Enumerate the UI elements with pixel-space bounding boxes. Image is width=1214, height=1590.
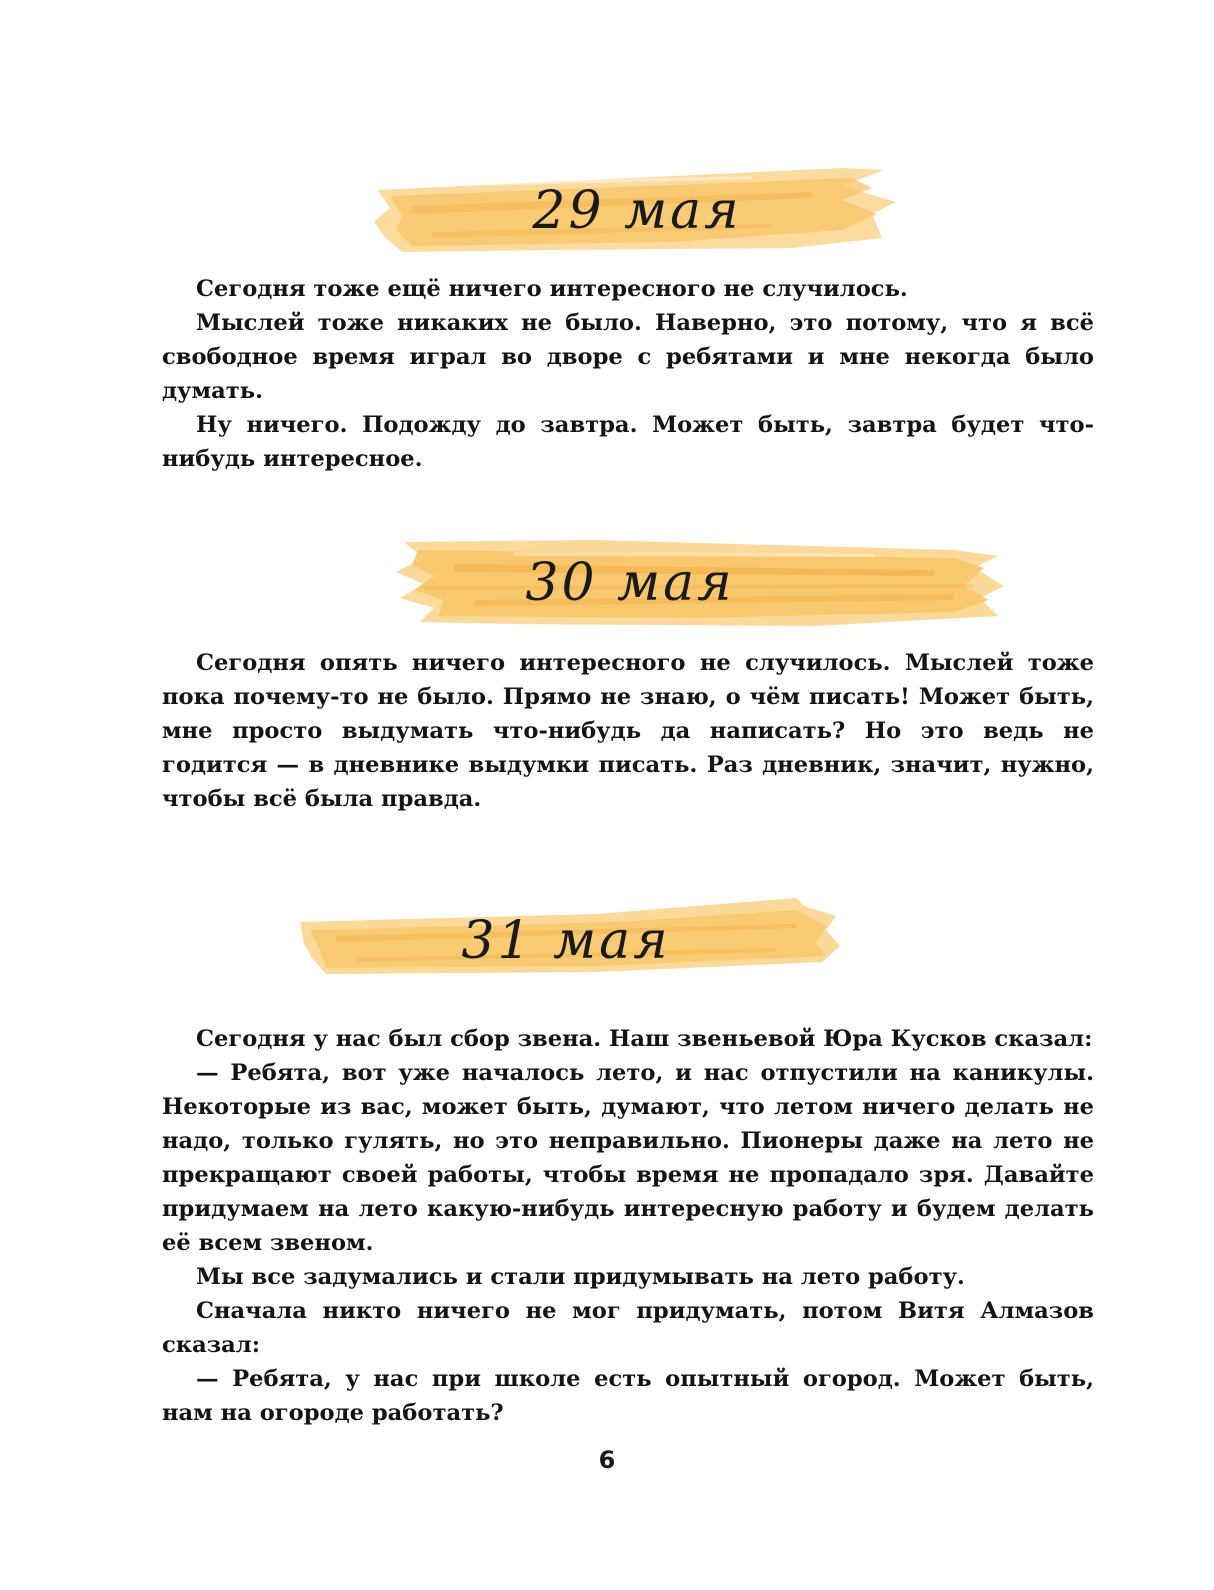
entry-header-2 bbox=[394, 528, 1006, 638]
paragraph: Ну ничего. Подожду до завтра. Может быть, завтра будет что-нибудь интересное. bbox=[162, 412, 1094, 472]
entry-date: 29 мая bbox=[532, 181, 742, 241]
entry-header-1 bbox=[372, 156, 902, 266]
entry-date: 30 мая bbox=[525, 553, 735, 613]
paragraph: — Ребята, вот уже началось лето, и нас отпустили на каникулы. Некоторые из вас, может быть, думают, что летом ничего делать не надо, только гулять, но это неправильно. Пионеры даже на лето не прекращают своей работы, чтобы время не пропадало зря. Давайте придумаем на лето какую-нибудь интересную работу и будем делать её всем звеном. bbox=[162, 1060, 1094, 1256]
paragraph: — Ребята, у нас при школе есть опытный огород. Может быть, нам на огороде работать? bbox=[162, 1366, 1094, 1426]
entry-text-3 bbox=[162, 1022, 1094, 1430]
entry-text-1 bbox=[162, 272, 1094, 476]
paragraph: Сегодня тоже ещё ничего интересного не случилось. bbox=[196, 276, 908, 302]
paragraph: Мы все задумались и стали придумывать на лето работу. bbox=[196, 1264, 965, 1290]
paragraph: Сегодня опять ничего интересного не случилось. Мыслей тоже пока почему-то не было. Прямо не знаю, о чём писать! Может быть, мне просто выдумать что-нибудь да написать? Но это ведь не годится — в дневнике выдумки писать. Раз дневник, значит, нужно, чтобы всё была правда. bbox=[162, 650, 1094, 812]
entry-header-3 bbox=[296, 886, 844, 996]
paragraph: Сегодня у нас был сбор звена. Наш звеньевой Юра Кусков сказал: bbox=[196, 1026, 1093, 1052]
entry-text-2 bbox=[162, 646, 1094, 816]
page-number: 6 bbox=[598, 1446, 616, 1474]
paragraph: Мыслей тоже никаких не было. Наверно, это потому, что я всё свободное время играл во дворе с ребятами и мне некогда было думать. bbox=[162, 310, 1094, 404]
entry-date: 31 мая bbox=[461, 911, 671, 971]
paragraph: Сначала никто ничего не мог придумать, потом Витя Алмазов сказал: bbox=[162, 1298, 1094, 1358]
